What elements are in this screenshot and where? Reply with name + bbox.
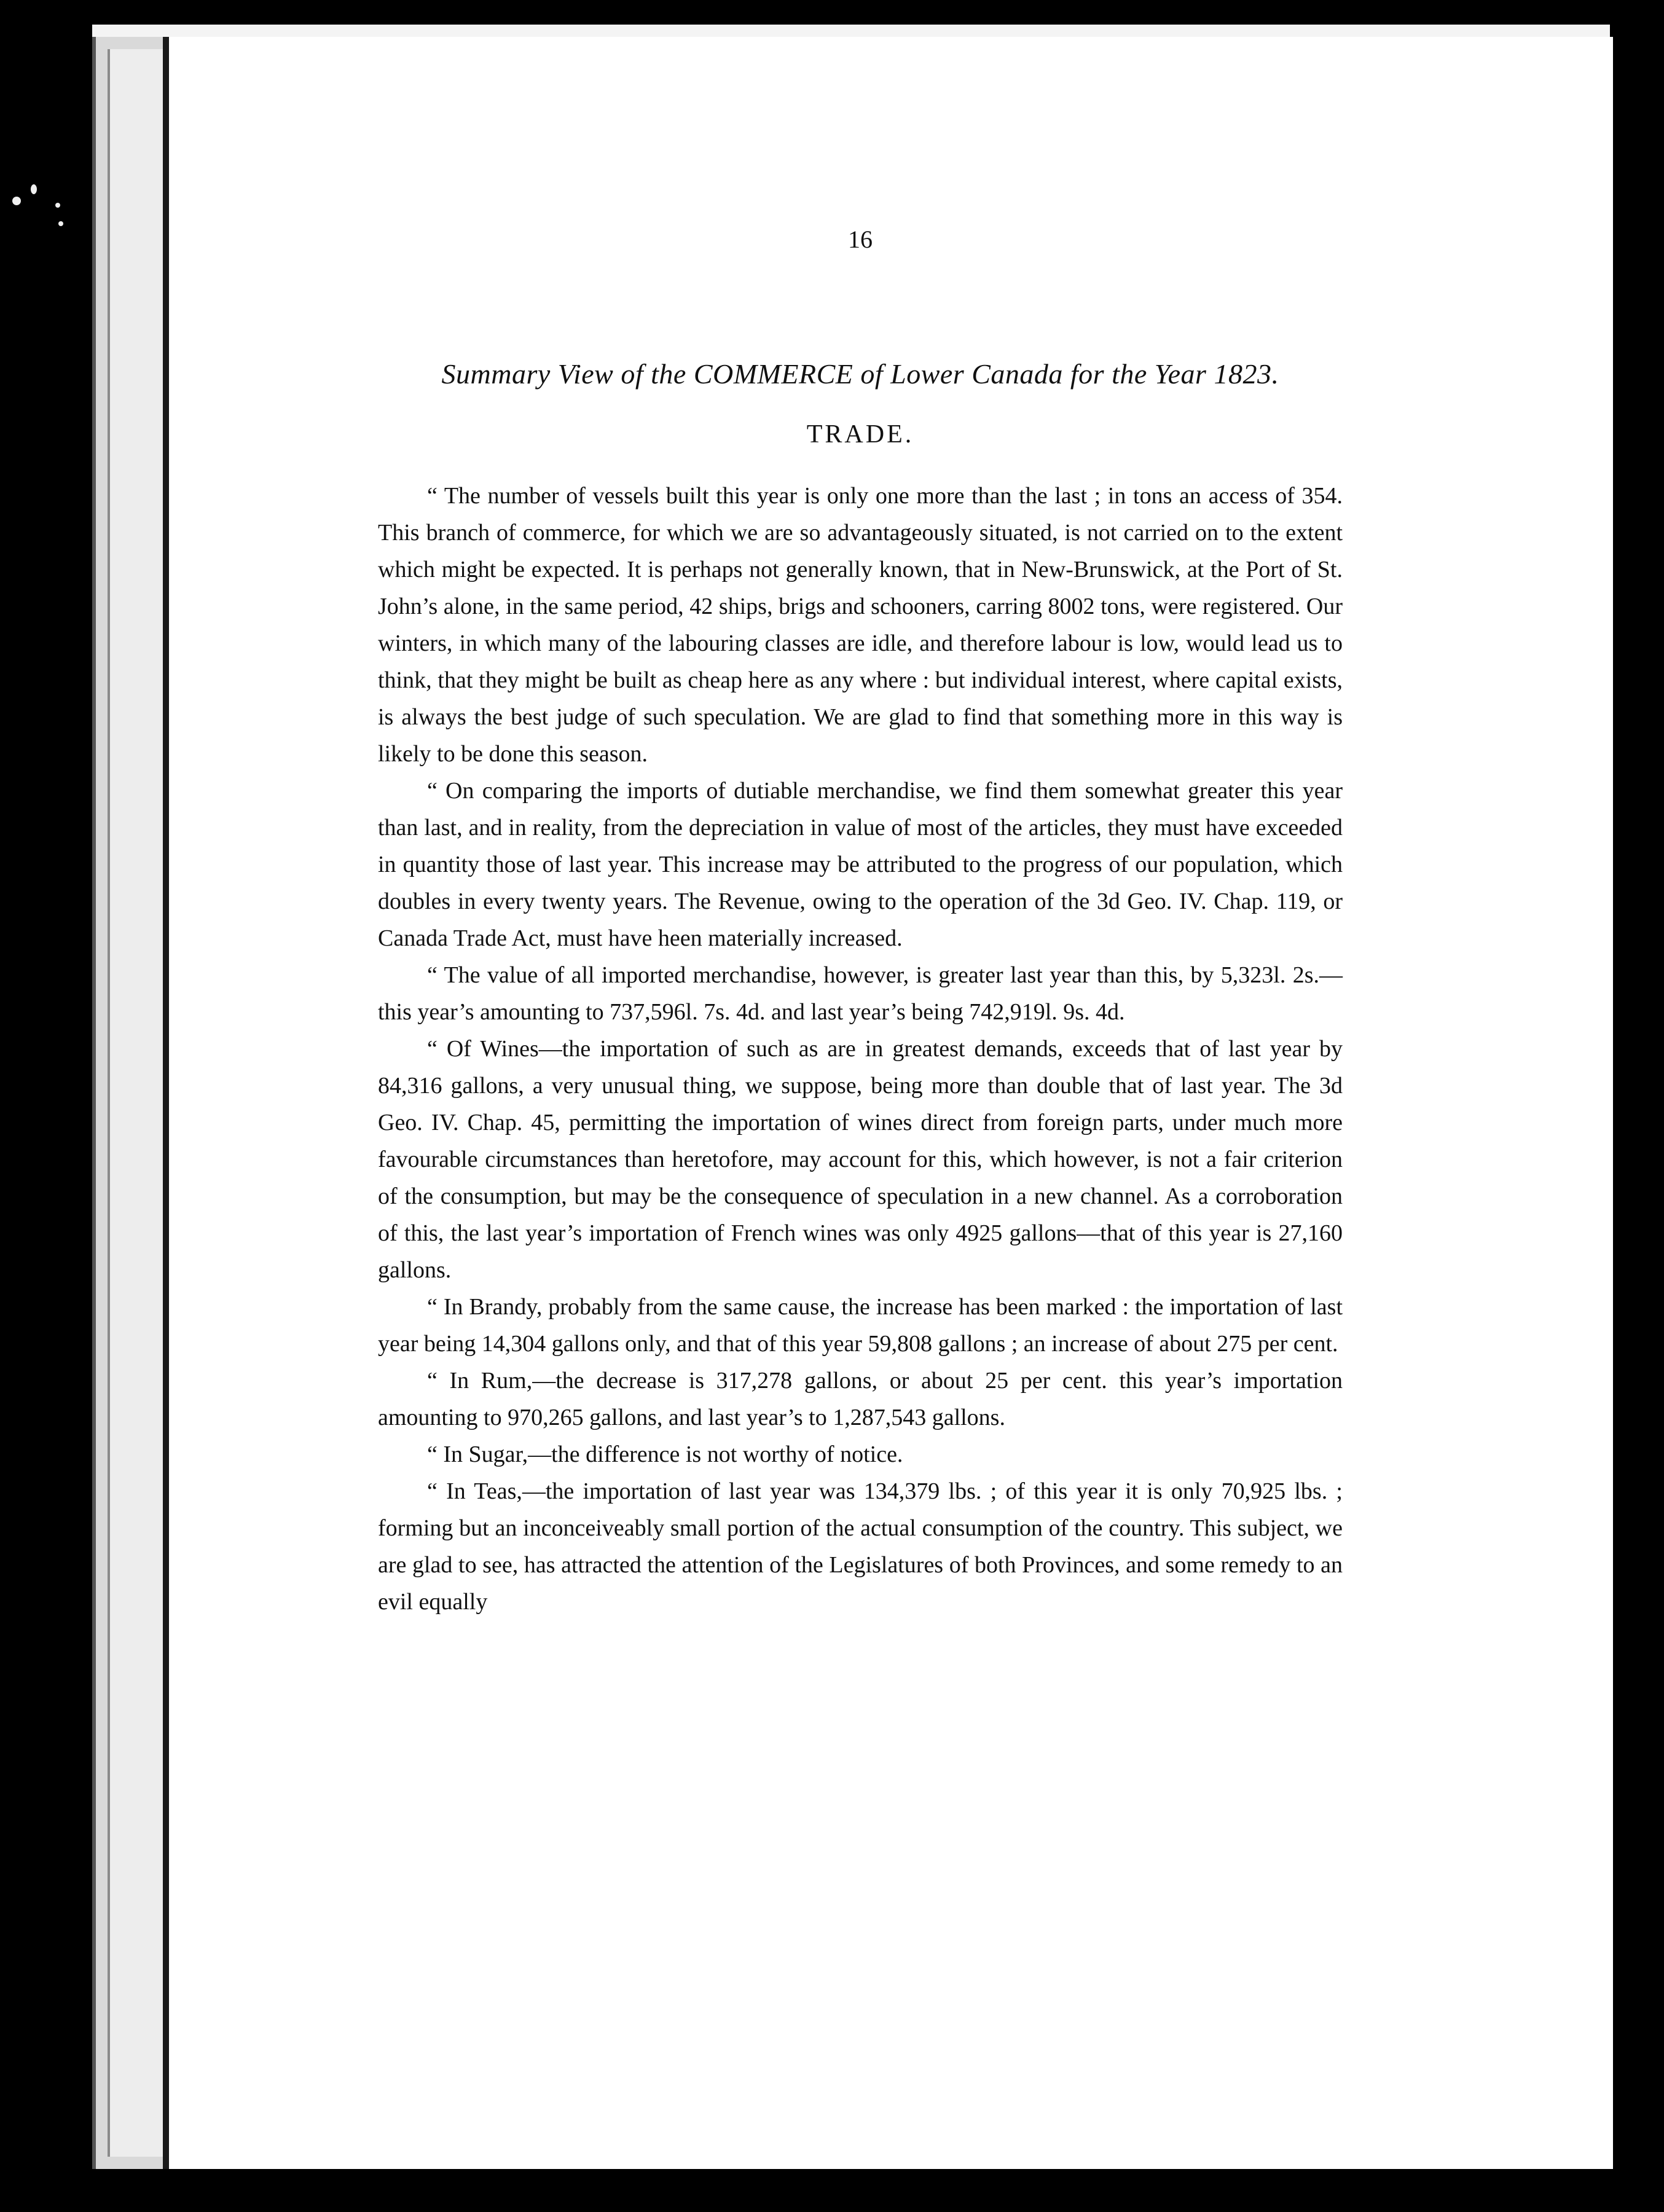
- binding-edge-inner: [108, 49, 168, 2157]
- scan-speck: [55, 203, 60, 208]
- section-title: TRADE.: [806, 420, 914, 449]
- page-content: [378, 221, 1343, 1620]
- paragraph-rum: “ In Rum,—the decrease is 317,278 gallons, or about 25 per cent. this year’s importation amounting to 970,265 gallons, and last year’s to 1,287,543 gallons.: [378, 1368, 1343, 1430]
- scan-speck: [58, 221, 63, 226]
- paragraph-wines: “ Of Wines—the importation of such as are in greatest demands, exceeds that of last year by 84,316 gallons, a very unusual thing, we suppose, being more than double that of last year. The 3d Geo. IV. Chap. 45, permitting the importation of wines direct from foreign parts, under much more favourable circumstances than heretofore, may account for this, which however, is not a fair criterion of the consumption, but may be the consequence of speculation in a new channel. As a corroboration of this, the last year’s importation of French wines was only 4925 gallons—that of this year is 27,160 gallons.: [378, 1036, 1343, 1283]
- paragraph-brandy: “ In Brandy, probably from the same cause, the increase has been marked : the importation of last year being 14,304 gallons only, and that of this year 59,808 gallons ; an increase of about 275 per cent.: [378, 1294, 1343, 1357]
- paragraph-sugar: “ In Sugar,—the difference is not worthy of notice.: [427, 1441, 903, 1467]
- scan-speck: [31, 184, 37, 194]
- page-heading: Summary View of the COMMERCE of Lower Canada for the Year 1823.: [441, 358, 1279, 390]
- scan-speck: [12, 197, 21, 205]
- paragraph-imports: “ On comparing the imports of dutiable merchandise, we find them somewhat greater this year than last, and in reality, from the depreciation in value of most of the articles, they must have exceeded in quantity those of last year. This increase may be attributed to the progress of our population, which doubles in every twenty years. The Revenue, owing to the operation of the 3d Geo. IV. Chap. 119, or Canada Trade Act, must have heen materially increased.: [378, 778, 1343, 951]
- paragraph-value: “ The value of all imported merchandise, however, is greater last year than this, by 5,323l. 2s.—this year’s amounting to 737,596l. 7s. 4d. and last year’s being 742,919l. 9s. 4d.: [378, 962, 1343, 1025]
- paragraph-teas: “ In Teas,—the importation of last year was 134,379 lbs. ; of this year it is only 70,925 lbs. ; forming but an inconceiveably small portion of the actual consumption of the country. This subject, we are glad to see, has attracted the attention of the Legislatures of both Provinces, and some remedy to an evil equally: [378, 1478, 1343, 1615]
- facing-page-edge: [1524, 37, 1613, 2169]
- body-text: [378, 477, 1343, 1620]
- page-number: 16: [848, 226, 873, 253]
- paragraph-vessels: “ The number of vessels built this year is only one more than the last ; in tons an access of 354. This branch of commerce, for which we are so advantageously situated, is not carried on to the extent which might be expected. It is perhaps not generally known, that in New-Brunswick, at the Port of St. John’s alone, in the same period, 42 ships, brigs and schooners, carring 8002 tons, were registered. Our winters, in which many of the labouring classes are idle, and therefore labour is low, would lead us to think, that they might be built as cheap here as any where : but individual interest, where capital exists, is always the best judge of such speculation. We are glad to find that something more in this way is likely to be done this season.: [378, 483, 1343, 767]
